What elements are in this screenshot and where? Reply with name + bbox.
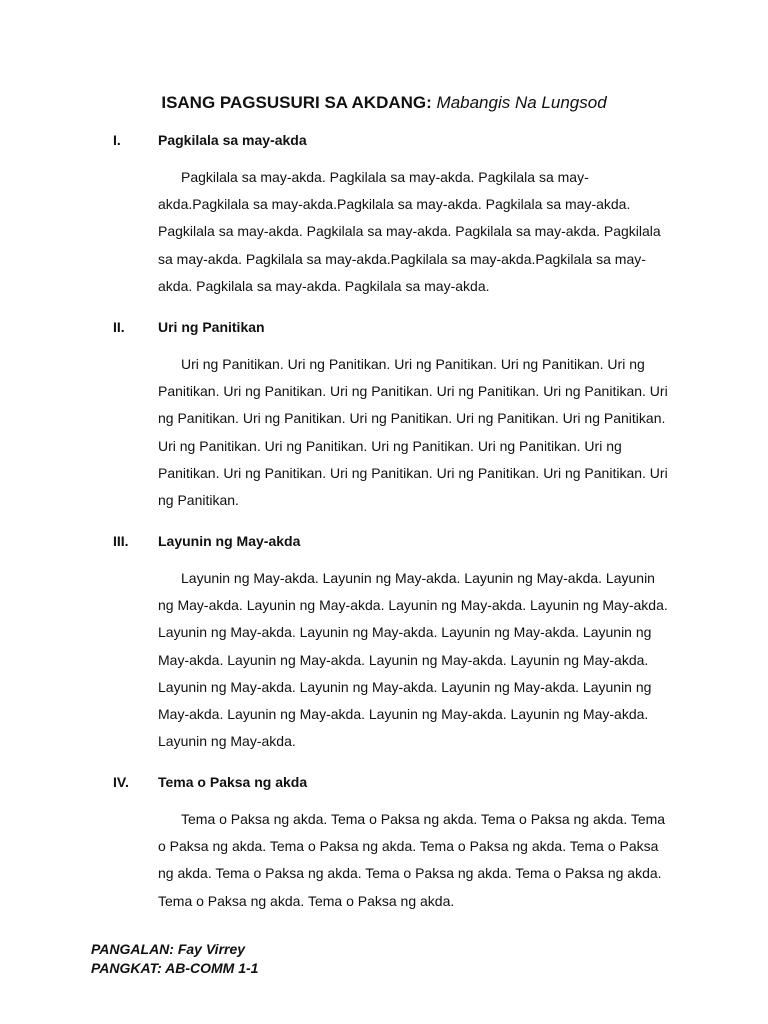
section-title: Pagkilala sa may-akda — [158, 132, 307, 148]
section-body: Uri ng Panitikan. Uri ng Panitikan. Uri ng Panitikan. Uri ng Panitikan. Uri ng Panitikan. Uri ng Panitikan. Uri ng Panitikan. Uri ng Panitikan. Uri ng Panitikan. Uri ng Panitikan. Uri ng Panitikan. Uri ng Panitikan. Uri ng Panitikan. Uri ng Panitikan. Uri ng Panitikan. Uri ng Panitikan. Uri ng Panitikan. Uri ng Panitikan. Uri ng Panitikan. Uri ng Panitikan. Uri ng Panitikan. Uri ng Panitikan. Uri ng Panitikan. Uri ng Panitikan. — [158, 356, 668, 509]
document-title-prefix: ISANG PAGSUSURI SA AKDANG: — [161, 93, 432, 112]
document-footer — [91, 940, 258, 978]
section-layunin — [0, 531, 768, 755]
section-uri-ng-panitikan — [0, 317, 768, 514]
section-title: Uri ng Panitikan — [158, 319, 265, 335]
document-title-work: Mabangis Na Lungsod — [436, 93, 607, 112]
section-body: Layunin ng May-akda. Layunin ng May-akda. Layunin ng May-akda. Layunin ng May-akda. Layunin ng May-akda. Layunin ng May-akda. Layunin ng May-akda. Layunin ng May-akda. Layunin ng May-akda. Layunin ng May-akda. Layunin ng May-akda. Layunin ng May-akda. Layunin ng May-akda. Layunin ng May-akda. Layunin ng May-akda. Layunin ng May-akda. Layunin ng May-akda. Layunin ng May-akda. Layunin ng May-akda. Layunin ng May-akda. Layunin ng May-akda. Layunin ng May-akda. — [158, 570, 668, 750]
section-tema — [0, 772, 768, 915]
section-heading — [0, 772, 768, 792]
section-numeral: I. — [113, 132, 121, 148]
section-pagkilala — [0, 130, 768, 300]
section-heading — [0, 317, 768, 337]
section-numeral: IV. — [113, 774, 129, 790]
section-numeral: II. — [113, 319, 125, 335]
section-title: Tema o Paksa ng akda — [158, 774, 308, 790]
section-numeral: III. — [113, 533, 129, 549]
document-title — [0, 92, 768, 114]
section-heading — [0, 130, 768, 150]
footer-pangalan: PANGALAN: Fay Virrey — [91, 941, 246, 957]
section-title: Layunin ng May-akda — [158, 533, 301, 549]
footer-pangkat: PANGKAT: AB-COMM 1-1 — [91, 960, 259, 976]
section-heading — [0, 531, 768, 551]
section-body: Pagkilala sa may-akda. Pagkilala sa may-akda. Pagkilala sa may-akda.Pagkilala sa may-akda.Pagkilala sa may-akda. Pagkilala sa may-akda. Pagkilala sa may-akda. Pagkilala sa may-akda. Pagkilala sa may-akda. Pagkilala sa may-akda. Pagkilala sa may-akda.Pagkilala sa may-akda.Pagkilala sa may-akda. Pagkilala sa may-akda. Pagkilala sa may-akda. — [158, 169, 661, 294]
section-body: Tema o Paksa ng akda. Tema o Paksa ng akda. Tema o Paksa ng akda. Tema o Paksa ng akda. Tema o Paksa ng akda. Tema o Paksa ng akda. Tema o Paksa ng akda. Tema o Paksa ng akda. Tema o Paksa ng akda. Tema o Paksa ng akda. Tema o Paksa ng akda. Tema o Paksa ng akda. — [158, 811, 666, 909]
